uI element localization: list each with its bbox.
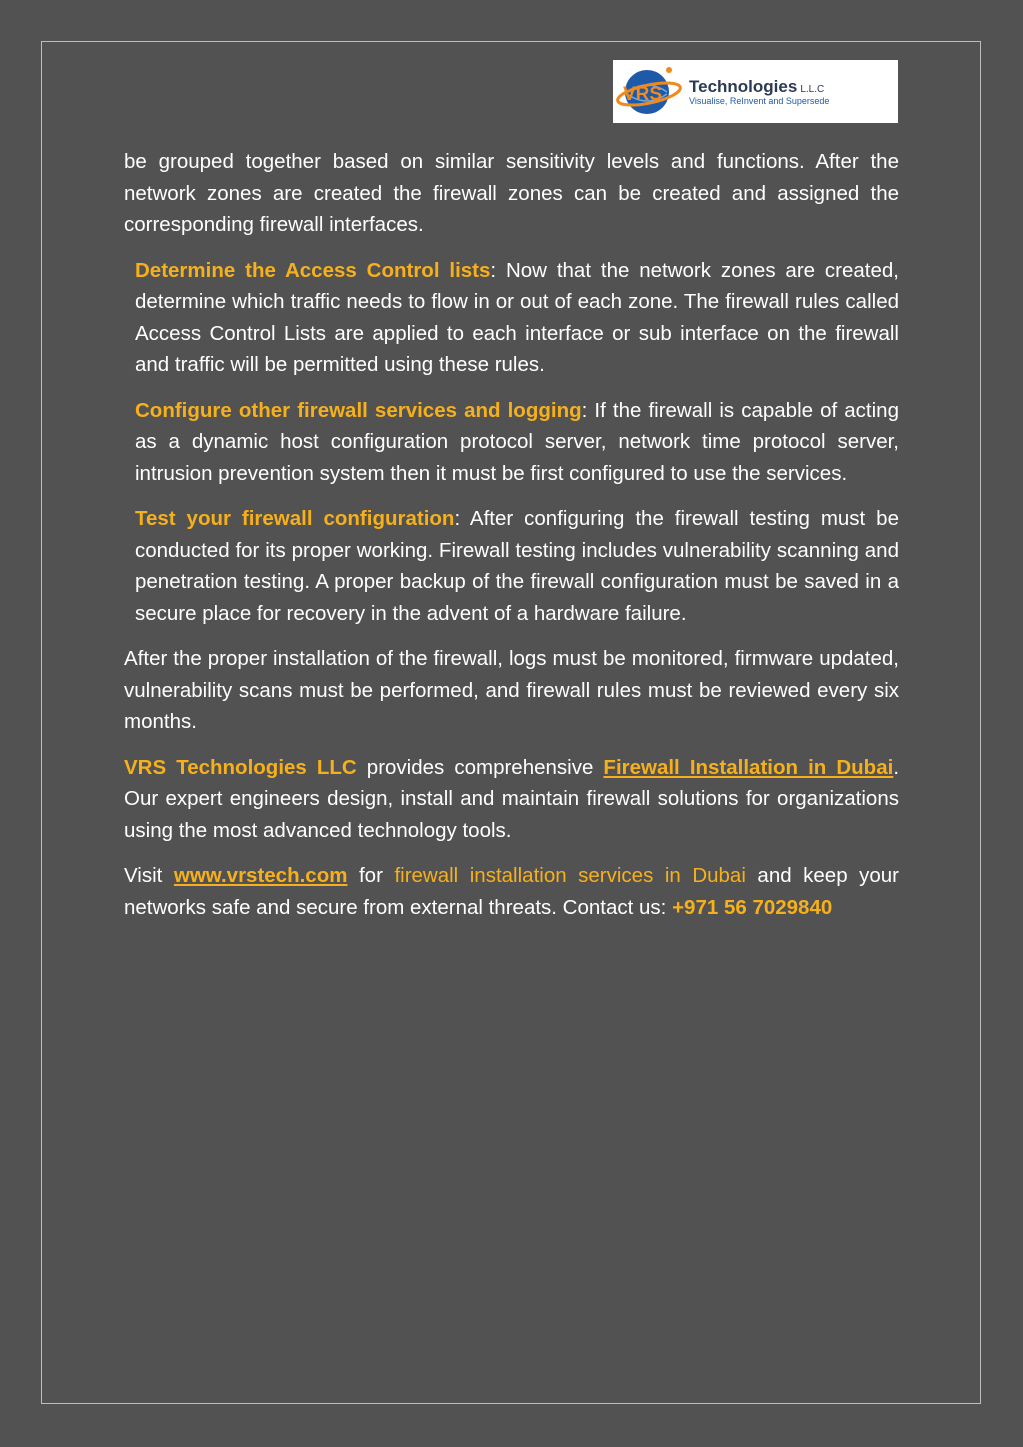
logo-tagline: Visualise, ReInvent and Supersede [689, 96, 830, 107]
heading-test-config: Test your firewall configuration [135, 507, 455, 530]
contact-text-2: for [347, 864, 395, 887]
service-highlight: firewall installation services in Dubai [394, 864, 746, 887]
company-text-1: provides comprehensive [356, 755, 604, 779]
text-access-control: : Now that the network zones are created, determine which traffic needs to flow in or out of each zone. The firewall rules called Access Control Lists are applied to each interface or sub interface on the firewall and traffic will be permitted using these rules. [135, 258, 899, 376]
company-logo [613, 60, 898, 123]
paragraph-company [124, 752, 899, 847]
paragraph-other-services [124, 395, 899, 490]
paragraph-intro: be grouped together based on similar sensitivity levels and functions. After the network zones are created the firewall zones can be created and assigned the corresponding firewall interfaces. [124, 150, 899, 236]
text-test-config: : After configuring the firewall testing must be conducted for its proper working. Firewall testing includes vulnerability scanning and penetration testing. A proper backup of the firewall configuration must be saved in a secure place for recovery in the advent of a hardware failure. [135, 507, 899, 625]
heading-other-services: Configure other firewall services and logging [135, 398, 582, 422]
contact-text-1: Visit [124, 864, 174, 887]
firewall-installation-link[interactable]: Firewall Installation in Dubai [603, 755, 894, 779]
phone-number: +971 56 7029840 [672, 895, 833, 919]
text-other-services: : If the firewall is capable of acting as a dynamic host configuration protocol server, network time protocol server, intrusion prevention system then it must be first configured to use the services. [135, 398, 899, 485]
svg-text:VRS: VRS [623, 84, 663, 105]
paragraph-access-control [124, 255, 899, 381]
company-name: VRS Technologies LLC [124, 755, 357, 779]
contact-text-3: and keep your networks safe and secure from external threats. Contact us: [124, 864, 899, 919]
website-link[interactable]: www.vrstech.com [173, 864, 348, 887]
paragraph-test-config [124, 503, 899, 629]
logo-brand-text: Technologies [689, 76, 798, 96]
heading-access-control: Determine the Access Control lists [135, 258, 491, 282]
vrs-globe-logo-icon [613, 60, 685, 123]
article-body [124, 146, 899, 937]
logo-llc-text: L.L.C [800, 83, 825, 95]
paragraph-contact [124, 860, 899, 923]
company-text-2: . Our expert engineers design, install and maintain firewall solutions for organizations using the most advanced technology tools. [124, 755, 900, 842]
paragraph-maintenance: After the proper installation of the firewall, logs must be monitored, firmware updated, vulnerability scans must be performed, and firewall rules must be reviewed every six months. [124, 647, 899, 733]
